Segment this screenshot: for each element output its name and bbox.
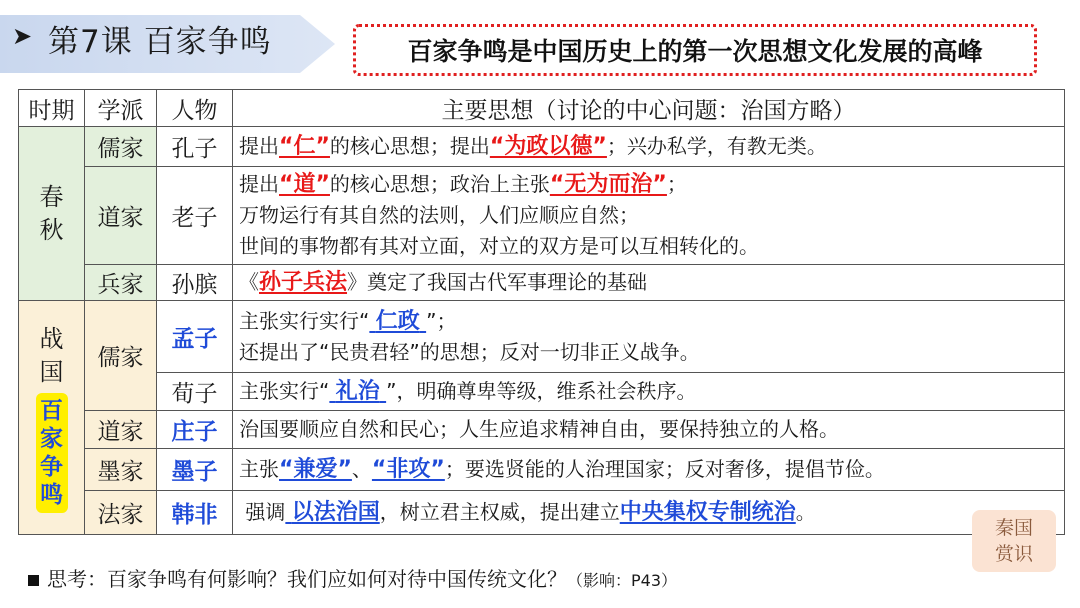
idea-cell: 提出“道”的核心思想；政治上主张“无为而治”； 万物运行有其自然的法则，人们应顺应自然； 世间的事物都有其对立面，对立的双方是可以互相转化的。 — [233, 167, 1065, 265]
table-row — [19, 167, 1065, 265]
person-cell: 墨子 — [157, 449, 233, 491]
table-row — [19, 301, 1065, 373]
baijia-label: 百家争鸣 — [36, 393, 68, 513]
think-question: 思考：百家争鸣有何影响？我们应如何对待中国传统文化？（影响：P43） — [28, 563, 677, 592]
idea-cell: 主张实行实行“ 仁政 ”； 还提出了“民贵君轻”的思想；反对一切非正义战争。 — [233, 301, 1065, 373]
table-row — [19, 127, 1065, 167]
table-row — [19, 265, 1065, 301]
idea-cell: 主张“兼爱”、“非攻”；要选贤能的人治理国家；反对奢侈，提倡节俭。 — [233, 449, 1065, 491]
header-period: 时期 — [19, 90, 85, 127]
idea-cell: 《孙子兵法》奠定了我国古代军事理论的基础 — [233, 265, 1065, 301]
arrow-right-icon: ➤ — [12, 22, 33, 50]
header-person: 人物 — [157, 90, 233, 127]
school-cell: 墨家 — [85, 449, 157, 491]
person-cell: 老子 — [157, 167, 233, 265]
square-bullet-icon — [28, 575, 39, 586]
idea-cell: 强调 以法治国，树立君主权威，提出建立中央集权专制统治。 — [233, 491, 1065, 535]
qin-badge: 秦国 赏识 — [972, 510, 1056, 572]
header-idea: 主要思想（讨论的中心问题：治国方略） — [233, 90, 1065, 127]
table-header-row — [19, 90, 1065, 127]
headline-box: 百家争鸣是中国历史上的第一次思想文化发展的高峰 — [353, 24, 1037, 76]
table-row — [19, 411, 1065, 449]
idea-cell: 治国要顺应自然和民心；人生应追求精神自由，要保持独立的人格。 — [233, 411, 1065, 449]
table-row — [19, 449, 1065, 491]
school-cell: 道家 — [85, 167, 157, 265]
period-spring-autumn: 春秋 — [19, 127, 85, 301]
person-cell: 庄子 — [157, 411, 233, 449]
lesson-title: 第7课 百家争鸣 — [48, 24, 272, 60]
idea-cell: 主张实行“ 礼治 ”，明确尊卑等级，维系社会秩序。 — [233, 373, 1065, 411]
schools-table — [18, 89, 1065, 535]
school-cell: 兵家 — [85, 265, 157, 301]
person-cell: 孟子 — [157, 301, 233, 373]
school-cell: 儒家 — [85, 127, 157, 167]
idea-cell: 提出“仁”的核心思想；提出“为政以德”；兴办私学，有教无类。 — [233, 127, 1065, 167]
school-cell: 法家 — [85, 491, 157, 535]
school-cell: 道家 — [85, 411, 157, 449]
header-school: 学派 — [85, 90, 157, 127]
person-cell: 孔子 — [157, 127, 233, 167]
table-row — [19, 373, 1065, 411]
person-cell: 韩非 — [157, 491, 233, 535]
school-cell: 儒家 — [85, 301, 157, 411]
period-warring-states: 战国 百家争鸣 — [19, 301, 85, 535]
table-row — [19, 491, 1065, 535]
person-cell: 荀子 — [157, 373, 233, 411]
person-cell: 孙膑 — [157, 265, 233, 301]
